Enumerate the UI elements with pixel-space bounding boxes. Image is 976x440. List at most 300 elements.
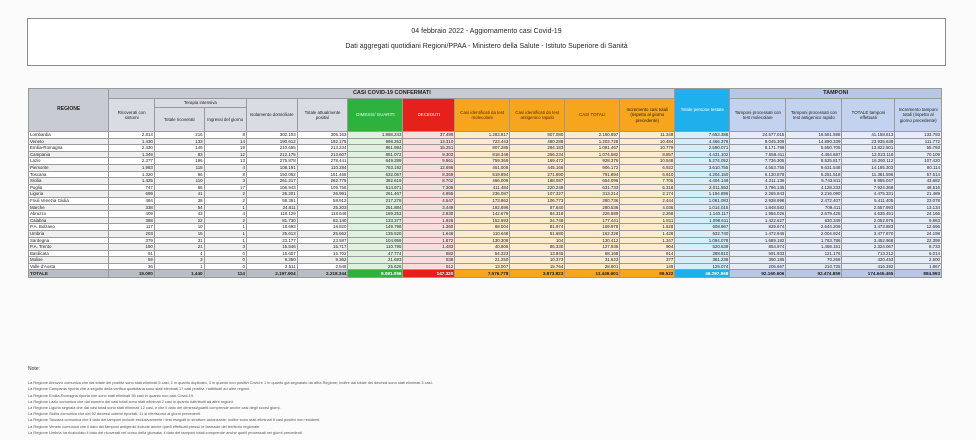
table-cell: 104 [510,237,565,244]
table-cell: 151.468 [297,171,348,178]
table-cell: 81.730 [246,217,297,224]
table-cell: 58.913 [297,197,348,204]
table-cell: 350.185 [730,257,786,264]
table-cell: 41.158.613 [842,132,895,139]
table-cell: 13 [204,158,246,165]
header-casi-totali: CASI TOTALI [565,99,620,132]
table-cell: 5.274.052 [675,158,730,165]
table-cell: 192.175 [297,138,348,145]
table-cell: 1 [204,204,246,211]
table-row [29,244,942,251]
table-cell: 461.006 [455,164,510,171]
table-cell: 84.318 [510,211,565,218]
region-name: Campania [29,151,109,158]
table-cell: 1.320 [109,171,154,178]
table-cell: 632.740 [675,230,730,237]
table-cell: 7.736.305 [730,158,786,165]
table-cell: 1.469.151 [786,244,842,251]
table-cell: 1.872 [403,237,455,244]
table-cell: 24.811 [246,204,297,211]
header-molecolare: Casi identificati da test molecolare [455,99,510,132]
table-cell: 169.253 [348,211,403,218]
table-cell: 236.087 [455,191,510,198]
table-cell: 51.680 [510,230,565,237]
table-row [29,197,942,204]
table-cell: 59 [109,257,154,264]
table-cell: 2.004.924 [786,230,842,237]
table-cell: 3 [154,257,204,264]
table-cell: 2.679.425 [786,211,842,218]
table-cell: 1.867 [895,263,942,270]
table-cell: 220.249 [510,184,565,191]
table-cell: 382.619 [348,178,403,185]
header-ti-totale: Totale ricoverati [154,108,204,132]
table-cell: 313.214 [565,191,620,198]
table-cell: 2.644.209 [786,224,842,231]
totale-cell: 147.320 [403,270,455,278]
table-row [29,164,942,171]
table-row [29,211,942,218]
table-cell: 2 [204,191,246,198]
table-cell: 9.362 [297,257,348,264]
table-cell: 713.212 [842,250,895,257]
table-cell: 2.444 [620,197,675,204]
table-row [29,132,942,139]
table-cell: 747 [109,184,154,191]
table-cell: 4.431.102 [675,151,730,158]
table-cell: 649.289 [348,158,403,165]
table-cell: 2.590.071 [675,145,730,152]
region-name: Calabria [29,217,109,224]
table-cell: 2.500 [895,257,942,264]
table-cell: 133 [154,138,204,145]
table-cell: 4.553.755 [730,164,786,171]
table-cell: 2.011.553 [675,184,730,191]
table-cell: 1.098.611 [675,217,730,224]
table-cell: 338 [109,204,154,211]
table-cell: 288.810 [675,250,730,257]
table-cell: 10.373 [510,257,565,264]
table-cell: 8.369 [403,171,455,178]
table-cell: 16.260.112 [842,158,895,165]
table-cell: 13.822.501 [842,145,895,152]
table-cell: 256.234 [510,151,565,158]
table-cell: 15.251 [403,145,455,152]
header-ti-ingressi: Ingressi del giorno [204,108,246,132]
totale-cell: 2.218.344 [297,270,348,278]
table-cell: 190.612 [246,138,297,145]
table-cell: 512 [403,263,455,270]
table-row [29,250,942,257]
table-cell: 1 [154,263,204,270]
header-tamponi-totale: TOTALE tamponi effettuati [842,99,895,132]
table-cell: 21.693 [348,257,403,264]
table-cell: 106.773 [510,197,565,204]
totale-cell: 114 [204,270,246,278]
table-cell: 723.443 [455,138,510,145]
table-cell: 818.348 [455,151,510,158]
table-cell: 127.935 [565,244,620,251]
table-cell: 7.924.368 [842,184,895,191]
header-isolamento: Isolamento domiciliare [246,99,297,132]
table-cell: 107.327 [510,191,565,198]
table-cell: 466.009 [455,178,510,185]
table-cell: 15.607 [246,250,297,257]
table-cell: 2.265.843 [730,191,786,198]
table-cell: 111.772 [895,138,942,145]
region-name: Sicilia [29,178,109,185]
table-cell: 43.682 [895,178,942,185]
region-name: Friuli Venezia Giulia [29,197,109,204]
table-cell: 23.078 [895,197,942,204]
note-line: La Regione Abruzzo comunica che dal totale dei positivi sono stati eliminati 5 casi, 1 in quanto duplicato, 3 in quanto non positivi Covid e 1 in quanto già segnalato da altra Regione; inoltre dal totale dei decessi sono stati eliminati 3 casi. [28,380,433,386]
table-cell: 7.558.411 [730,151,786,158]
table-cell: 2.190.897 [565,132,620,139]
table-cell: 2.511 [246,263,297,270]
table-cell: 152.693 [455,217,510,224]
table-cell: 904 [620,244,675,251]
table-cell: 416.392 [842,263,895,270]
table-cell: 38 [154,197,204,204]
table-cell: 23.935.639 [842,138,895,145]
table-cell: 18.820 [297,224,348,231]
table-cell: 1.689.182 [730,237,786,244]
totale-row [29,270,942,278]
table-cell: 70.268 [786,257,842,264]
table-cell: 54.323 [455,250,510,257]
table-cell: 6.014 [895,250,942,257]
note-line: La Regione Lazio comunica che dal numero dei casi totali sono stati eliminati 2 casi in quanto riattribuiti ad altre regioni. [28,398,234,404]
note-line: La Regione Toscana comunica che il dato dei tamponi include esclusivamente i test eseguiti in strutture autorizzate; inoltre sono stati eliminati 5 casi positivi non residenti. [28,417,321,423]
table-cell: 43 [154,211,204,218]
table-cell: 23.587 [297,237,348,244]
table-cell: 10.548 [620,158,675,165]
table-cell: 4.635.451 [842,211,895,218]
totale-cell: 99.522 [620,270,675,278]
table-cell: 210.725 [786,263,842,270]
table-cell: 3.477.870 [842,230,895,237]
table-cell: 169.978 [565,224,620,231]
table-cell: 106.943 [246,184,297,191]
table-cell: 709.411 [786,204,842,211]
table-cell: 8.702 [403,178,455,185]
table-cell: 1.074.582 [565,151,620,158]
header-tamponi-incremento: Incremento tamponi totali (rispetto al giorno precedente) [895,99,942,132]
table-cell: 8 [204,132,246,139]
note-line: La Regione Emilia-Romagna riporta che sono stati eliminati 35 casi in quanto non casi Covid-19. [28,392,195,398]
table-cell: 591.933 [730,250,786,257]
table-cell: 3.449 [403,204,455,211]
table-cell: 302.103 [246,132,297,139]
table-cell: 149.798 [348,224,403,231]
table-cell: 854.974 [730,244,786,251]
table-cell: 4 [154,250,204,257]
totale-cell: 1.440 [154,270,204,278]
table-cell: 8 [204,171,246,178]
table-cell: 104.959 [348,237,403,244]
table-cell: 275.878 [246,158,297,165]
table-cell: 130.412 [565,237,620,244]
table-cell: 4.466.378 [675,138,730,145]
table-row [29,263,942,270]
region-name: P.A. Trento [29,244,109,251]
table-cell: 91 [109,250,154,257]
table-cell: 213.607 [297,151,348,158]
table-cell: 188.087 [510,178,565,185]
table-cell: 2.830 [403,211,455,218]
table-cell: 654.096 [565,178,620,185]
table-cell: 783.192 [348,164,403,171]
table-cell: 2.472.407 [786,197,842,204]
table-row [29,178,942,185]
table-cell: 13.134 [895,204,942,211]
region-name: Lombardia [29,132,109,139]
note-line: La Regione Veneto comunica che il dato dei tamponi antigenici include anche quelli effettuati presso le farmacie del territorio regionale. [28,423,261,429]
header-incremento: Incremento casi totali (rispetto al giorno precedente) [620,99,675,132]
table-cell: 5.411.405 [842,197,895,204]
table-cell: 514.671 [348,184,403,191]
region-name: Molise [29,257,109,264]
table-cell: 142.679 [455,211,510,218]
table-cell: 12.696 [403,164,455,171]
region-name: P.A. Bolzano [29,224,109,231]
table-cell: 96 [154,171,204,178]
table-cell: 1.203.728 [565,138,620,145]
table-cell: 632.057 [348,171,403,178]
table-cell: 907.080 [510,132,565,139]
region-name: Abruzzo [29,211,109,218]
totale-cell: 11.449.601 [565,270,620,278]
header-positivi: Totale attualmente positivi [297,99,348,132]
table-row [29,224,942,231]
region-column-header: REGIONE [29,89,109,132]
region-name: Lazio [29,158,109,165]
table-cell: 251.884 [348,204,403,211]
table-cell: 2.938.998 [730,197,786,204]
table-cell: 261.467 [348,191,403,198]
table-cell: 280.536 [565,204,620,211]
table-cell: 409 [109,211,154,218]
table-cell: 4.955 [403,191,455,198]
table-cell: 58.391 [246,197,297,204]
totale-cell: 2.197.904 [246,270,297,278]
table-cell: 21.489 [895,191,942,198]
table-cell: 28.801 [565,263,620,270]
table-cell: 149 [154,145,204,152]
table-cell: 271.890 [510,171,565,178]
table-cell: 13.845 [510,250,565,257]
table-cell: 133.793 [895,132,942,139]
table-cell: 86.330 [510,244,565,251]
table-cell: 4.204.150 [675,171,730,178]
table-cell: 24.577.015 [730,132,786,139]
table-cell: 55.793 [895,145,942,152]
region-name: Sardegna [29,237,109,244]
table-cell: 261.217 [246,178,297,185]
table-cell: 31 [154,237,204,244]
table-cell: 2.548 [297,263,348,270]
table-cell: 13.007 [455,263,510,270]
table-cell: 213.234 [297,145,348,152]
table-cell: 519.894 [455,171,510,178]
table-cell: 1.140.117 [675,211,730,218]
region-name: Valle d'Aosta [29,263,109,270]
table-cell: 8.733 [895,244,942,251]
table-cell: 88.004 [455,224,510,231]
table-row [29,204,942,211]
table-cell: 2.268 [620,211,675,218]
table-cell: 82.140 [297,217,348,224]
table-cell: 1.848.582 [730,204,786,211]
table-cell: 81.974 [510,224,565,231]
region-name: Piemonte [29,164,109,171]
table-cell: 21 [154,244,204,251]
table-cell: 280.736 [565,197,620,204]
table-cell: 7.653.388 [675,132,730,139]
totale-cell: 3.873.823 [510,270,565,278]
table-cell: 1.349 [109,151,154,158]
table-cell: 928.376 [565,158,620,165]
table-row [29,138,942,145]
table-cell: 1.194.896 [675,191,730,198]
table-cell: 1.926 [403,217,455,224]
table-cell: 109.756 [297,184,348,191]
table-cell: 4.128.233 [786,184,842,191]
table-cell: 480.288 [510,138,565,145]
table-cell: 3.610.755 [675,164,730,171]
table-cell: 110.284 [297,164,348,171]
table-cell: 1.646 [403,230,455,237]
section-header-tamponi: TAMPONI [730,89,942,99]
table-cell: 1.014.015 [675,204,730,211]
table-cell: 538 [403,257,455,264]
table-cell: 3 [204,244,246,251]
totale-cell: 174.645.465 [842,270,895,278]
table-cell: 1.283.817 [455,132,510,139]
table-cell: 12.696 [895,224,942,231]
table-row [29,171,942,178]
table-cell: 1.868.243 [348,132,403,139]
totale-cell: 884.893 [895,270,942,278]
table-cell: 12.023.118 [842,151,895,158]
table-cell: 13.310 [403,138,455,145]
table-row [29,237,942,244]
table-cell: 130.308 [455,237,510,244]
table-cell: 682 [403,250,455,257]
table-cell: 6.922 [620,164,675,171]
table-cell: 14 [204,138,246,145]
table-cell: 57.514 [895,171,942,178]
table-cell: 149 [620,263,675,270]
table-cell: 24.198 [895,230,942,237]
header-terapia-intensiva: Terapia intensiva [154,99,246,108]
table-cell: 26.991 [297,191,348,198]
table-cell: 1.956.026 [730,211,786,218]
table-row [29,184,942,191]
notes-section [28,366,942,436]
table-cell: 3.796.135 [730,184,786,191]
table-cell: 484 [109,197,154,204]
table-cell: 25.626 [348,263,403,270]
table-cell: 1.628 [620,224,675,231]
table-cell: 2.052.976 [842,217,895,224]
totale-cell: 19.000 [109,270,154,278]
table-cell: 4.036 [620,204,675,211]
header-tamponi-antigenico: Tamponi processati con test antigenico rapido [786,99,842,132]
table-cell: 177.441 [565,217,620,224]
table-cell: 118 [154,164,204,171]
table-cell: 169.472 [510,158,565,165]
table-cell: 162.328 [565,230,620,237]
table-cell: 14.185.303 [842,164,895,171]
table-cell: 70.109 [895,151,942,158]
table-cell: 807.285 [455,145,510,152]
table-cell: 117 [109,224,154,231]
table-cell: 3.452.968 [842,237,895,244]
table-cell: 3 [204,178,246,185]
table-cell: 7.306 [403,184,455,191]
table-cell: 278.441 [297,158,348,165]
table-cell: 18.693 [246,224,297,231]
table-cell: 12 [204,151,246,158]
region-name: Emilia-Romagna [29,145,109,152]
table-cell: 48.516 [895,184,942,191]
table-cell: 2 [204,197,246,204]
table-cell: 16.581.598 [786,132,842,139]
totale-label: TOTALE [29,270,109,278]
header-tamponi-molecolare: Tamponi processati con test molecolare [730,99,786,132]
table-cell: 26.201 [246,191,297,198]
table-cell: 41 [154,191,204,198]
table-cell: 80.114 [895,164,942,171]
table-cell: 10 [154,224,204,231]
table-cell: 2.216.090 [786,191,842,198]
notes-lines [28,380,942,436]
table-cell: 108.191 [246,164,297,171]
table-cell: 9.863 [895,217,942,224]
table-cell: 4.464.687 [786,151,842,158]
report-header [27,18,946,66]
table-cell: 411.484 [455,184,510,191]
table-row [29,217,942,224]
note-line: La Regione Sicilia comunica che dei 92 decessi odierni riportati, 11 si riferiscono ai giorni precedenti. [28,411,202,417]
table-cell: 22 [154,217,204,224]
table-cell: 0 [204,257,246,264]
table-cell: 9.045.309 [730,138,786,145]
table-cell: 121.176 [786,250,842,257]
table-cell: 608.967 [675,224,730,231]
table-cell: 87.640 [510,204,565,211]
table-cell: 83 [154,151,204,158]
table-cell: 1.061.083 [675,197,730,204]
table-cell: 9.961 [403,158,455,165]
table-cell: 40.905 [455,244,510,251]
table-cell: 1.347 [620,237,675,244]
table-cell: 2.814 [109,132,154,139]
table-cell: 2.377 [109,158,154,165]
table-cell: 17 [204,184,246,191]
table-cell: 25.662 [297,230,348,237]
table-cell: 914 [620,250,675,257]
totale-cell: 92.474.859 [786,270,842,278]
table-cell: 2 [204,217,246,224]
table-row [29,191,942,198]
table-row [29,158,942,165]
table-cell: 24.748 [510,217,565,224]
table-cell: 520.639 [675,244,730,251]
table-cell: 1 [204,237,246,244]
table-cell: 118.129 [246,211,297,218]
